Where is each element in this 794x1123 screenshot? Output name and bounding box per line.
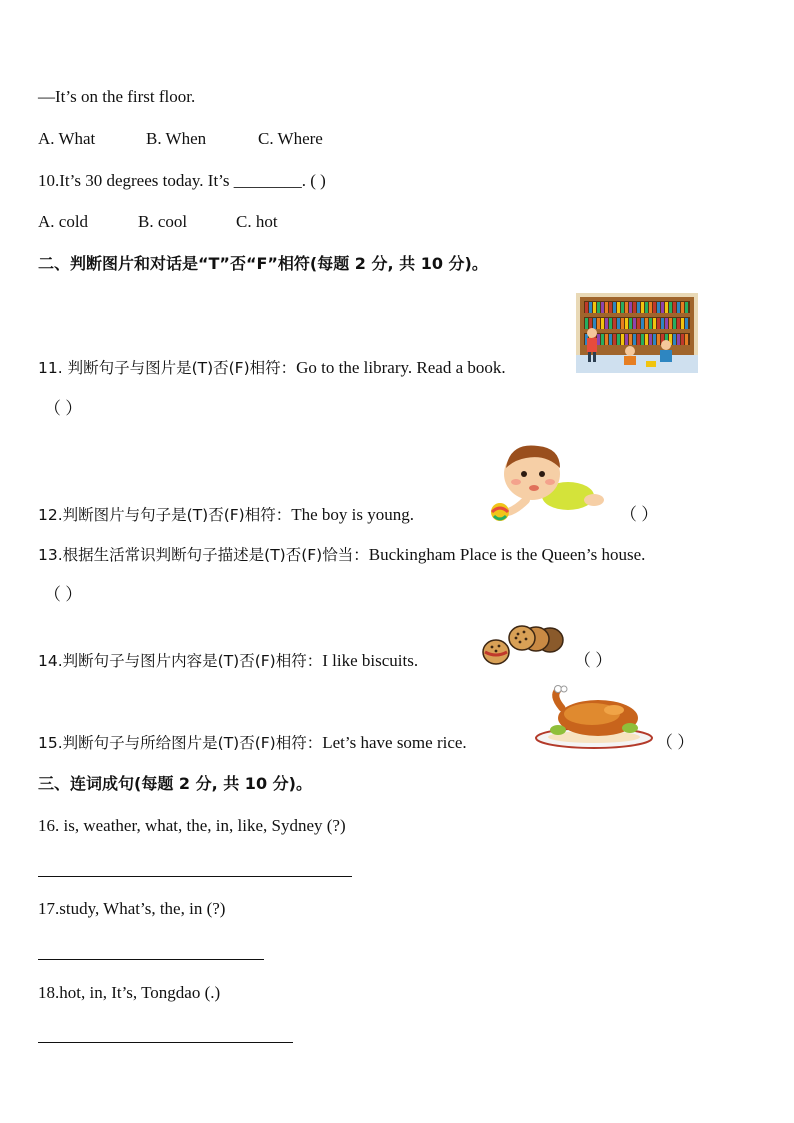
roast-turkey-picture bbox=[534, 684, 656, 750]
question-14-answer-paren: （ ） bbox=[574, 651, 613, 670]
q9-answer-line: —It’s on the first floor. bbox=[38, 87, 196, 106]
q9-option-b: B. When bbox=[146, 129, 207, 148]
question-13-prefix: 13.根据生活常识判断句子描述是(T)否(F)恰当： bbox=[38, 546, 369, 564]
section-2-title: 二、判断图片和对话是“T”否“F”相符(每题 2 分, 共 10 分)。 bbox=[38, 254, 488, 273]
question-12-answer-paren: （ ） bbox=[620, 505, 659, 524]
question-12-prefix: 12.判断图片与句子是(T)否(F)相符： bbox=[38, 506, 292, 524]
q10-option-b: B. cool bbox=[138, 212, 188, 231]
question-14-prefix: 14.判断句子与图片内容是(T)否(F)相符： bbox=[38, 652, 323, 670]
question-12 bbox=[38, 504, 414, 526]
library-picture bbox=[576, 293, 698, 373]
q10-option-a: A. cold bbox=[38, 212, 89, 231]
question-18: 18.hot, in, It’s, Tongdao (.) bbox=[38, 983, 221, 1002]
question-12-sentence: The boy is young. bbox=[291, 505, 415, 524]
question-14 bbox=[38, 650, 418, 672]
question-13-answer-paren: （ ） bbox=[44, 585, 83, 604]
q10-stem: 10.It’s 30 degrees today. It’s ________. ( ) bbox=[38, 171, 326, 190]
q10-option-c: C. hot bbox=[236, 212, 278, 231]
question-17-answer-line[interactable] bbox=[38, 959, 264, 960]
question-16-answer-line[interactable] bbox=[38, 876, 352, 877]
question-11-sentence: Go to the library. Read a book. bbox=[296, 358, 506, 377]
question-13 bbox=[38, 544, 645, 566]
section-3-title: 三、连词成句(每题 2 分, 共 10 分)。 bbox=[38, 774, 312, 793]
question-16: 16. is, weather, what, the, in, like, Sydney (?) bbox=[38, 816, 346, 835]
question-14-sentence: I like biscuits. bbox=[322, 651, 419, 670]
question-17: 17.study, What’s, the, in (?) bbox=[38, 899, 226, 918]
question-15-prefix: 15.判断句子与所给图片是(T)否(F)相符： bbox=[38, 734, 323, 752]
question-11 bbox=[38, 357, 506, 379]
q9-option-c: C. Where bbox=[258, 129, 323, 148]
question-15-answer-paren: （ ） bbox=[656, 733, 695, 752]
q9-option-a: A. What bbox=[38, 129, 96, 148]
question-18-answer-line[interactable] bbox=[38, 1042, 293, 1043]
question-11-prefix: 11. 判断句子与图片是(T)否(F)相符： bbox=[38, 359, 297, 377]
question-15-sentence: Let’s have some rice. bbox=[322, 733, 467, 752]
question-13-sentence: Buckingham Place is the Queen’s house. bbox=[368, 545, 646, 564]
question-11-answer-paren: （ ） bbox=[44, 399, 83, 418]
baby-picture bbox=[486, 438, 606, 522]
question-15 bbox=[38, 732, 467, 754]
biscuits-picture bbox=[482, 622, 566, 668]
